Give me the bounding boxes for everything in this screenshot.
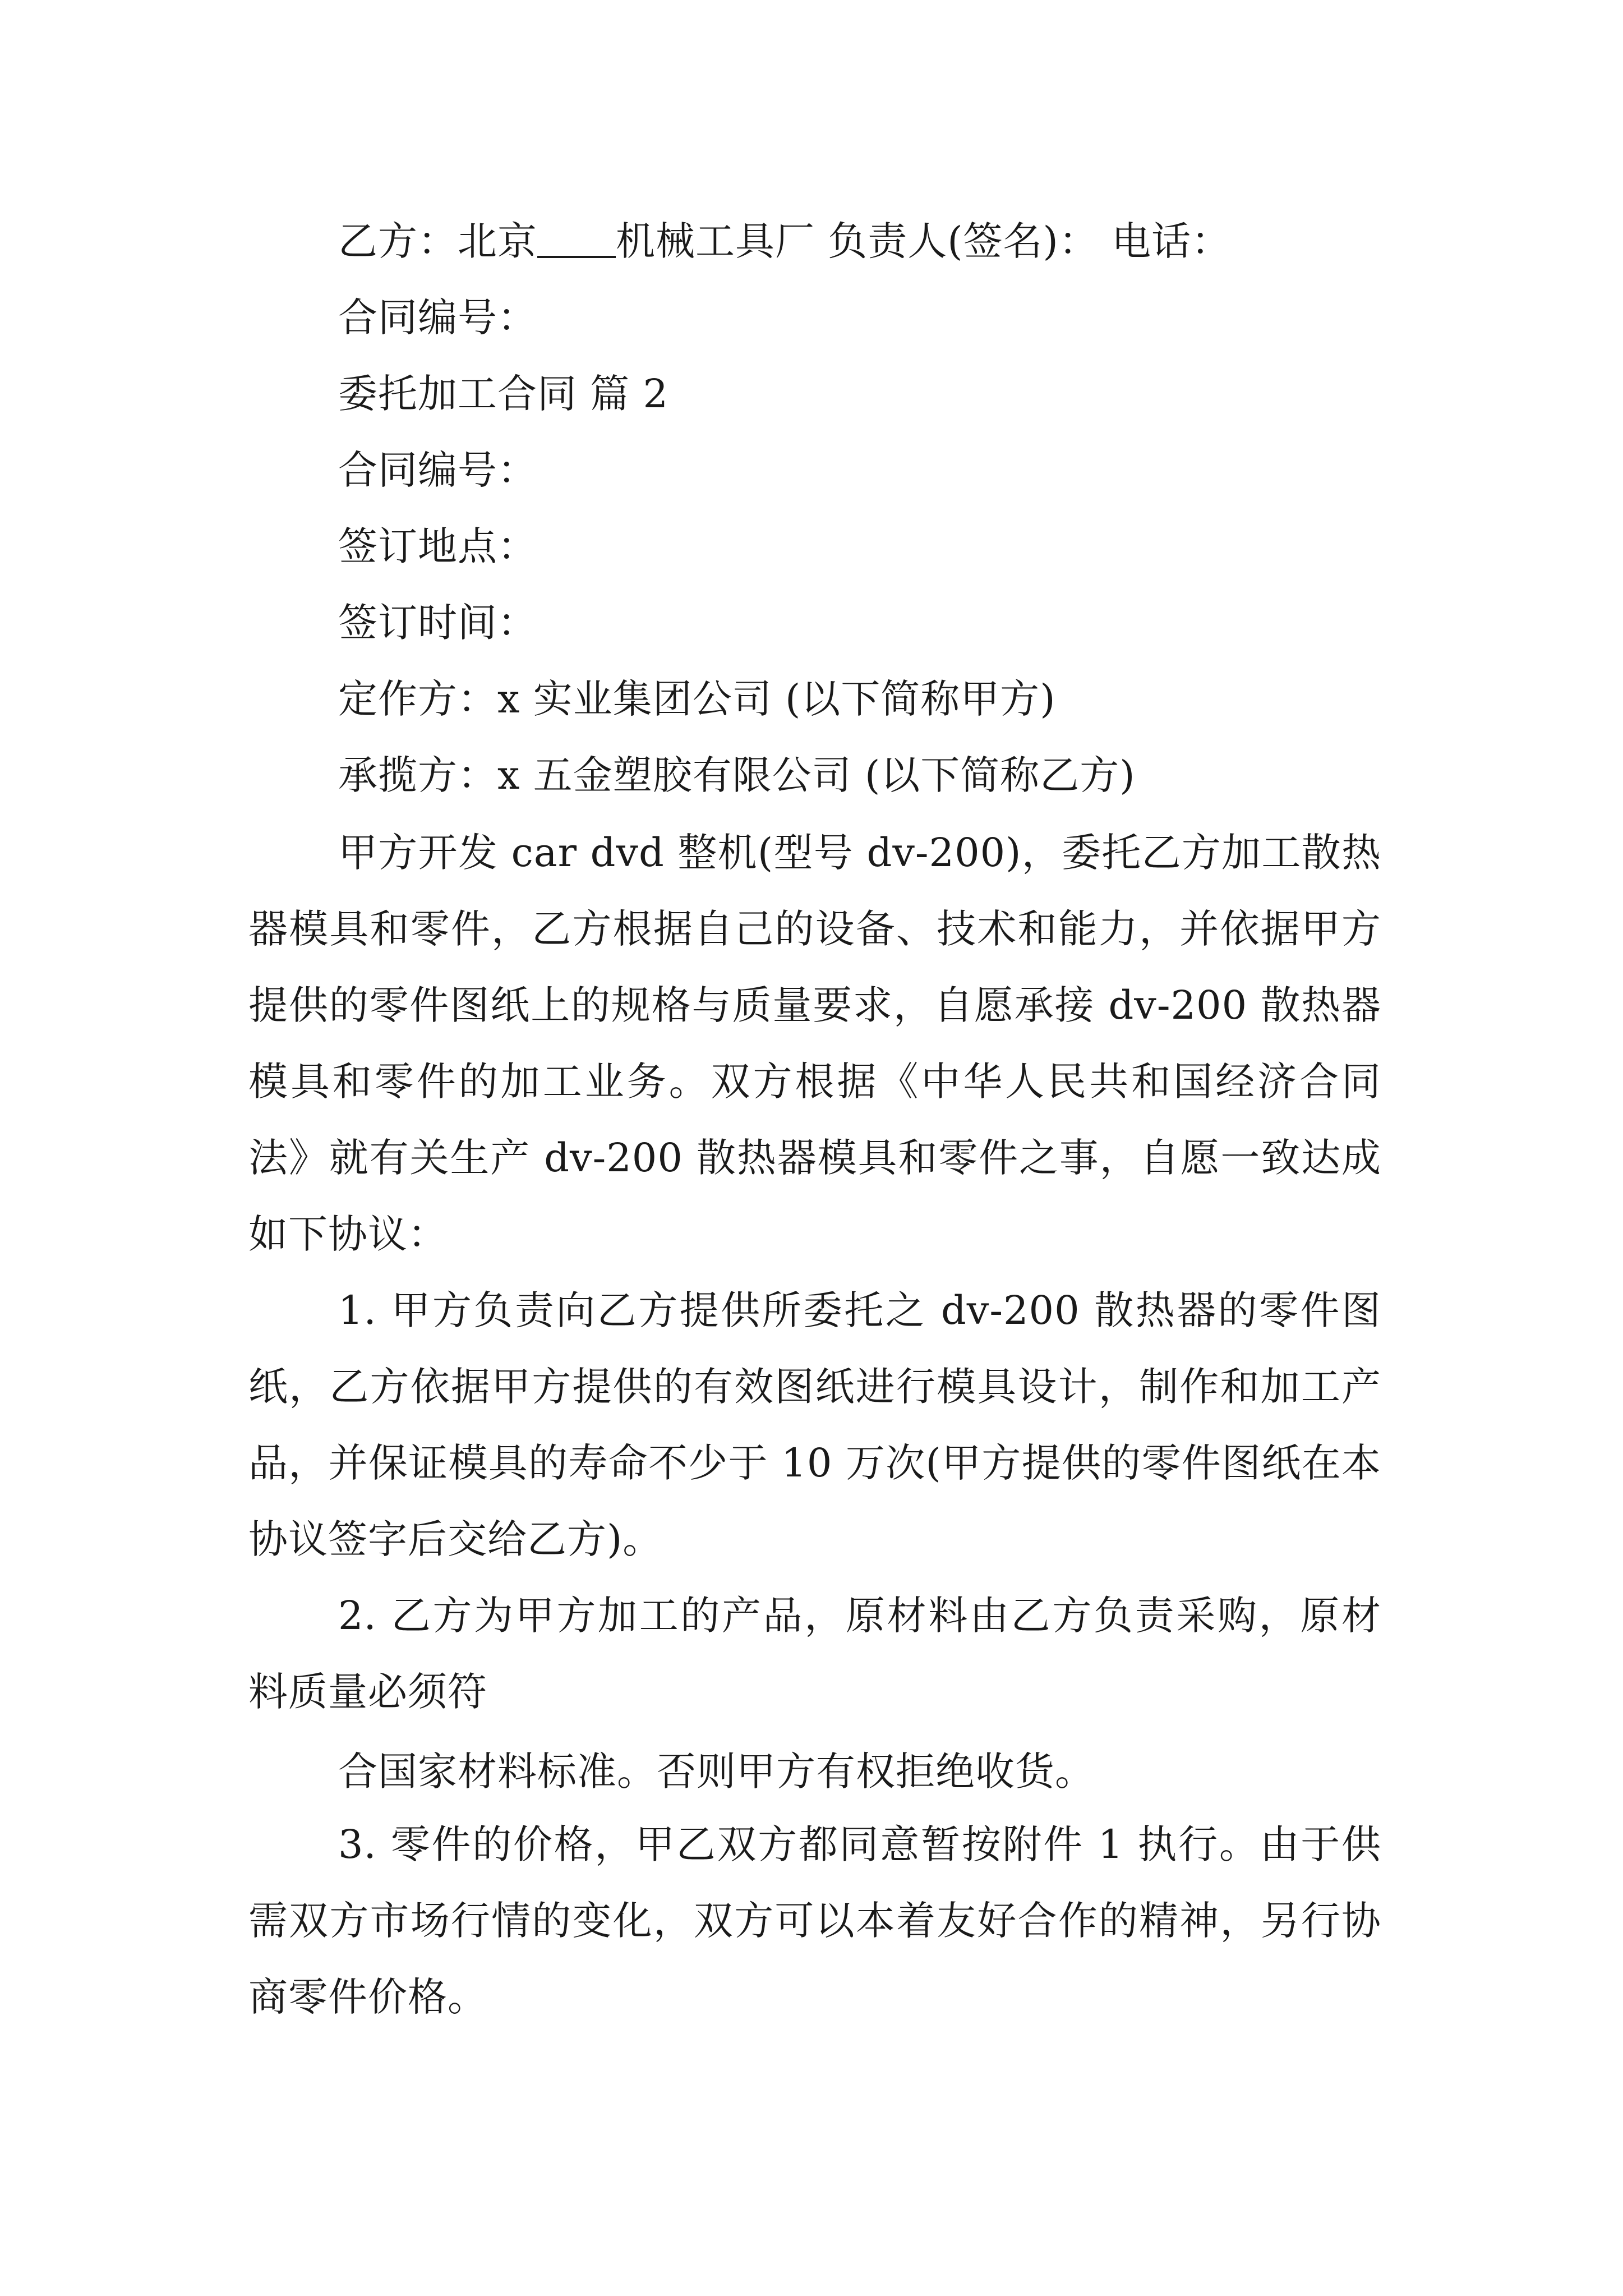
intro-paragraph: 甲方开发 car dvd 整机(型号 dv-200)，委托乙方加工散热器模具和零件，乙方根据自己的设备、技术和能力，并依据甲方提供的零件图纸上的规格与质量要求，自愿承接 dv-200 散热器模具和零件的加工业务。双方根据《中华人民共和国经济合同法》就有关生产 dv-200 散热器模具和零件之事，自愿一致达成如下协议： [248,830,1381,1257]
signing-time-line: 签订时间： [338,600,537,646]
contractor-line: 承揽方：x 五金塑胶有限公司 (以下简称乙方) [338,752,1136,798]
contract-number-line-2: 合同编号： [338,447,537,493]
party-b-line [338,214,1381,268]
clause-2: 2. 乙方为甲方加工的产品，原材料由乙方负责采购，原材料质量必须符 [248,1593,1381,1715]
ordering-party-line: 定作方：x 实业集团公司 (以下简称甲方) [338,676,1056,722]
clause-1: 1. 甲方负责向乙方提供所委托之 dv-200 散热器的零件图纸，乙方依据甲方提供的有效图纸进行模具设计，制作和加工产品，并保证模具的寿命不少于 10 万次(甲方提供的零件图纸在本协议签字后交给乙方)。 [248,1287,1381,1562]
signing-place-line: 签订地点： [338,523,537,569]
section-title: 委托加工合同 篇 2 [338,371,669,417]
blank-underline [537,222,616,258]
contract-number-line: 合同编号： [338,295,537,341]
clause-3: 3. 零件的价格，甲乙双方都同意暂按附件 1 执行。由于供需双方市场行情的变化，双方可以本着友好合作的精神，另行协商零件价格。 [248,1821,1381,2020]
clause-2-continuation: 合国家材料标准。否则甲方有权拒绝收货。 [338,1749,1095,1795]
party-b-suffix: 机械工具厂 负责人(签名)： 电话： [616,218,1232,264]
party-b-prefix: 乙方：北京 [338,218,537,264]
